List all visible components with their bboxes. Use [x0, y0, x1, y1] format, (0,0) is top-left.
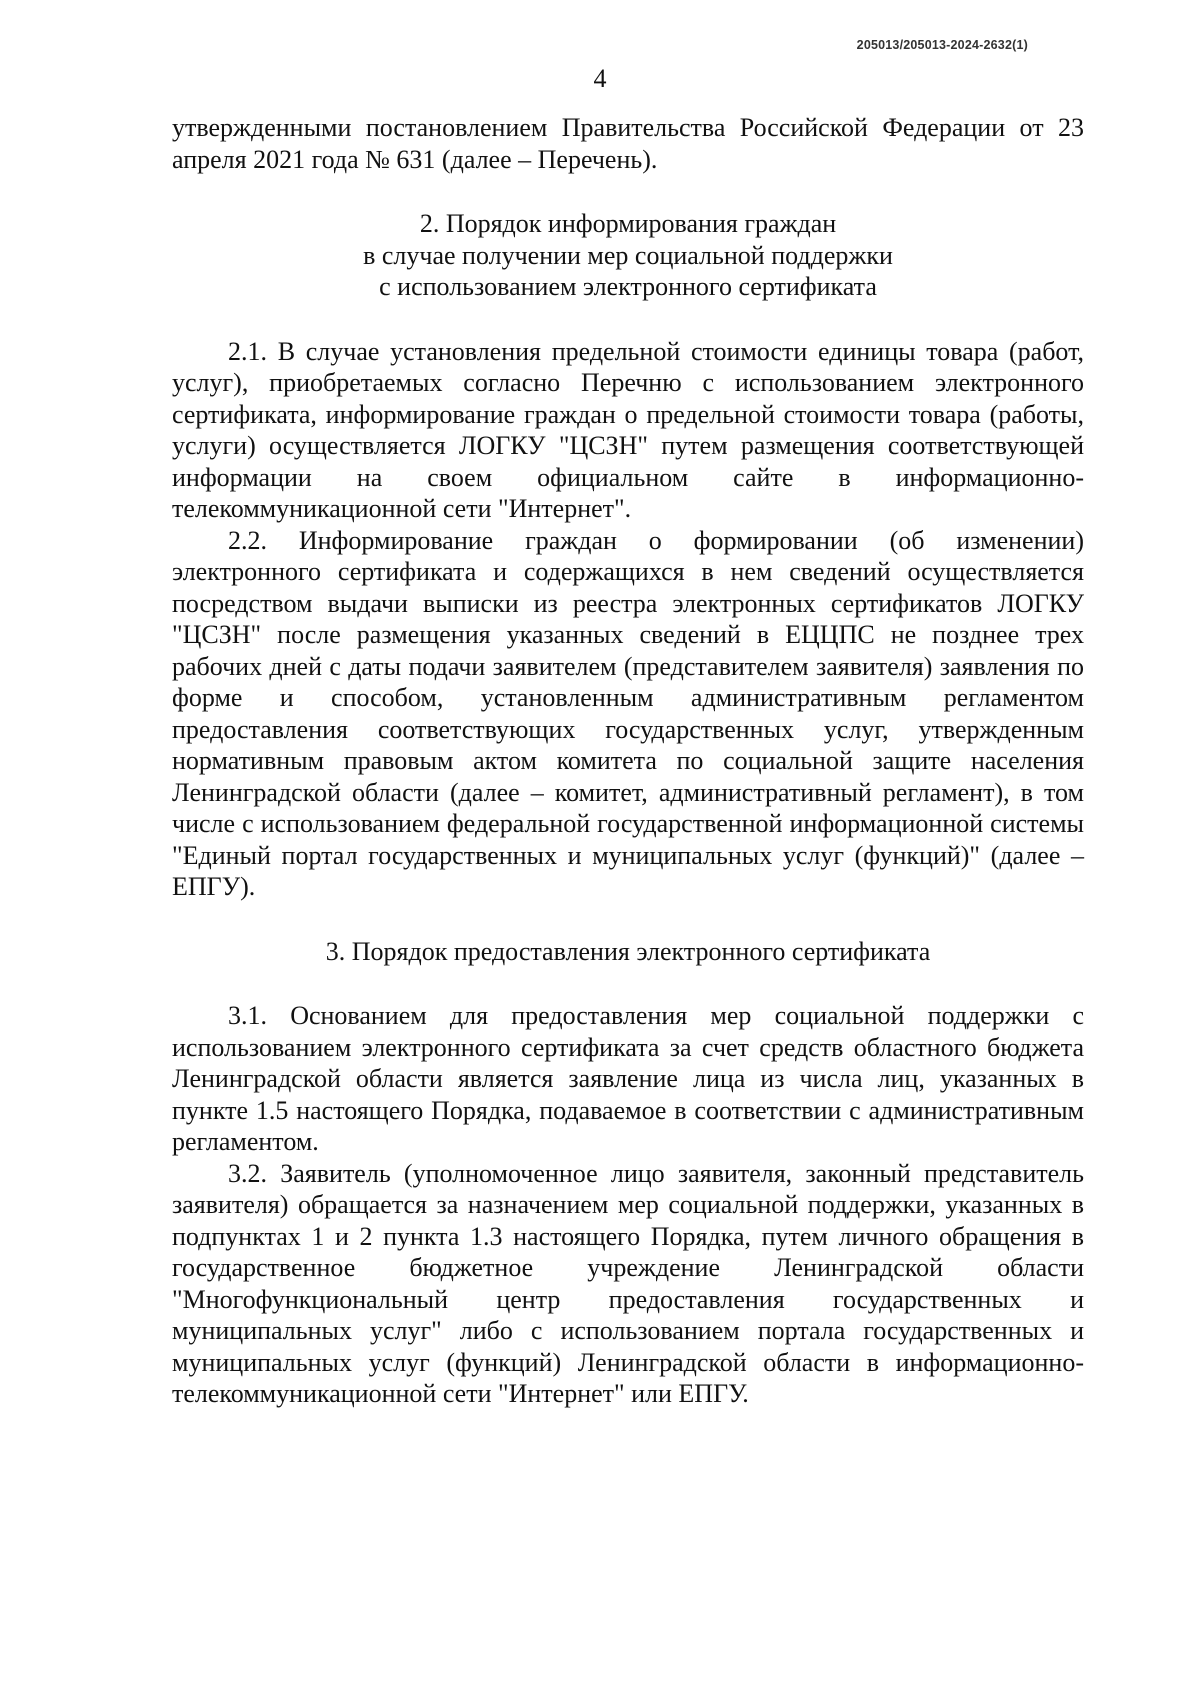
spacer	[172, 303, 1084, 336]
spacer	[172, 967, 1084, 1000]
section-2-title-line-3: с использованием электронного сертификата	[379, 272, 877, 301]
spacer	[172, 903, 1084, 936]
document-body	[172, 112, 1084, 1410]
section-2-title-line-2: в случае получении мер социальной поддержки	[363, 240, 893, 270]
page-number: 4	[593, 64, 607, 93]
intro-paragraph: утвержденными постановлением Правительства Российской Федерации от 23 апреля 2021 года № 631 (далее – Перечень).	[172, 113, 1084, 174]
paragraph-3-1: 3.1. Основанием для предоставления мер социальной поддержки с использованием электронного сертификата за счет средств областного бюджета Ленинградской области является заявление лица из числа лиц, указанных в пункте 1.5 настоящего Порядка, подаваемое в соответствии с административным регламентом.	[172, 1001, 1084, 1156]
spacer	[172, 175, 1084, 208]
section-2-title	[172, 208, 1084, 303]
paragraph-2-1: 2.1. В случае установления предельной стоимости единицы товара (работ, услуг), приобретаемых согласно Перечню с использованием электронного сертификата, информирование граждан о предельной стоимости товара (работы, услуги) осуществляется ЛОГКУ "ЦСЗН" путем размещения соответствующей информации на своем официальном сайте в информационно-телекоммуникационной сети "Интернет".	[172, 336, 1084, 523]
section-2-title-line-1: 2. Порядок информирования граждан	[419, 209, 837, 238]
paragraph-3-2: 3.2. Заявитель (уполномоченное лицо заявителя, законный представитель заявителя) обращается за назначением мер социальной поддержки, указанных в подпунктах 1 и 2 пункта 1.3 настоящего Порядка, путем личного обращения в государственное бюджетное учреждение Ленинградской области "Многофункциональный центр предоставления государственных и муниципальных услуг" либо с использованием портала государственных и муниципальных услуг (функций) Ленинградской области в информационно-телекоммуникационной сети "Интернет" или ЕПГУ.	[172, 1158, 1084, 1408]
paragraph-2-2: 2.2. Информирование граждан о формировании (об изменении) электронного сертификата и содержащихся в нем сведений осуществляется посредством выдачи выписки из реестра электронных сертификатов ЛОГКУ "ЦСЗН" после размещения указанных сведений в ЕЦЦПС не позднее трех рабочих дней с даты подачи заявителем (представителем заявителя) заявления по форме и способом, установленным административным регламентом предоставления соответствующих государственных услуг, утвержденным нормативным правовым актом комитета по социальной защите населения Ленинградской области (далее – комитет, административный регламент), в том числе с использованием федеральной государственной информационной системы "Единый портал государственных и муниципальных услуг (функций)" (далее – ЕПГУ).	[172, 525, 1084, 901]
document-id: 205013/205013-2024-2632(1)	[856, 38, 1028, 52]
section-3-title: 3. Порядок предоставления электронного сертификата	[325, 936, 931, 966]
